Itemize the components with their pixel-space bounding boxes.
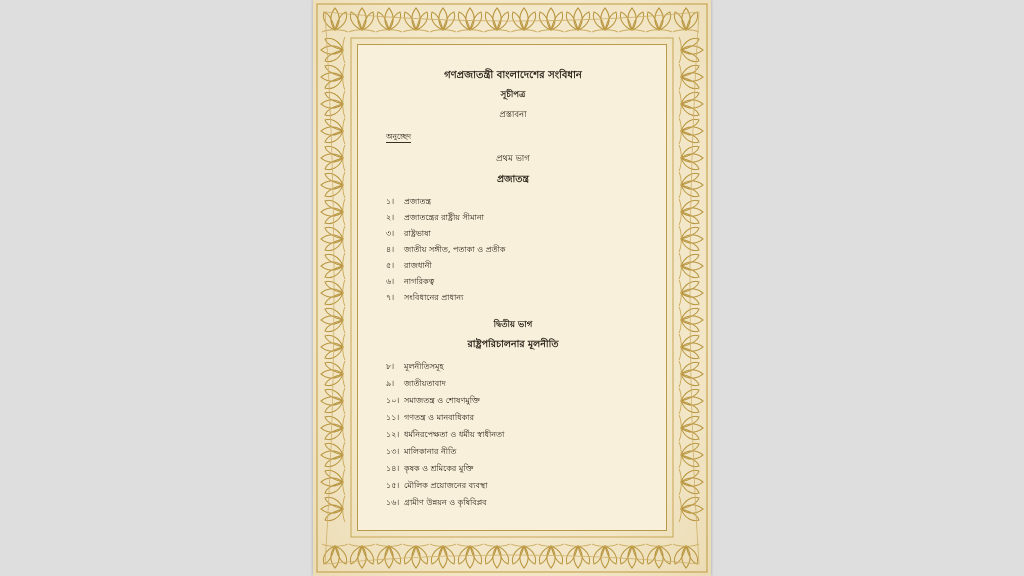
article-title: সংবিধানের প্রাধান্য — [404, 293, 464, 302]
article-title: জাতীয় সঙ্গীত, পতাকা ও প্রতীক — [404, 245, 506, 254]
list-item — [386, 363, 444, 371]
list-item — [386, 465, 473, 473]
article-number: ৫। — [386, 261, 395, 270]
article-number: ৩। — [386, 229, 395, 238]
article-title: প্রজাতন্ত্র — [404, 197, 432, 206]
article-title: কৃষক ও শ্রমিকের মুক্তি — [404, 464, 474, 473]
part-two-label: দ্বিতীয় ভাগ — [493, 320, 533, 330]
article-number: ২। — [386, 213, 395, 222]
list-item — [386, 246, 506, 254]
article-number: ১১। — [386, 413, 400, 422]
article-title: প্রজাতন্ত্রের রাষ্ট্রীয় সীমানা — [404, 213, 484, 222]
article-title: গ্রামীণ উন্নয়ন ও কৃষিবিপ্লব — [404, 498, 487, 507]
article-title: গণতন্ত্র ও মানবাধিকার — [404, 413, 475, 422]
article-number: ১৪। — [386, 464, 400, 473]
document-page — [313, 0, 711, 576]
article-number: ৯। — [386, 379, 395, 388]
article-number: ১৩। — [386, 447, 400, 456]
content-frame — [357, 44, 667, 531]
list-item — [386, 482, 488, 490]
article-number: ৪। — [386, 245, 395, 254]
article-title: রাষ্ট্রভাষা — [404, 229, 431, 238]
article-title: মূলনীতিসমূহ — [404, 362, 444, 371]
list-item — [386, 397, 480, 405]
list-item — [386, 198, 431, 206]
list-item — [386, 448, 456, 456]
list-item — [386, 431, 504, 439]
list-item — [386, 262, 432, 270]
article-number: ৭। — [386, 293, 395, 302]
list-item — [386, 278, 434, 286]
part-one-title: প্রজাতন্ত্র — [496, 174, 530, 185]
article-title: জাতীয়তাবাদ — [404, 379, 446, 388]
preamble-label: প্রস্তাবনা — [499, 110, 527, 120]
article-number: ৬। — [386, 277, 395, 286]
contents-heading: সূচীপত্র — [500, 90, 526, 100]
article-title: মালিকানার নীতি — [404, 447, 457, 456]
list-item — [386, 414, 474, 422]
list-item — [386, 294, 463, 302]
article-number: ১৬। — [386, 498, 400, 507]
article-number: ১। — [386, 197, 395, 206]
article-title: সমাজতন্ত্র ও শোষণমুক্তি — [404, 396, 480, 405]
document-title: গণপ্রজাতন্ত্রী বাংলাদেশের সংবিধান — [444, 70, 582, 81]
list-item — [386, 499, 487, 507]
article-number: ৮। — [386, 362, 395, 371]
list-item — [386, 380, 446, 388]
article-number: ১২। — [386, 430, 400, 439]
article-number: ১০। — [386, 396, 400, 405]
list-item — [386, 214, 484, 222]
article-column-label: অনুচ্ছেদ — [386, 132, 412, 141]
article-title: মৌলিক প্রয়োজনের ব্যবস্থা — [404, 481, 488, 490]
part-two-title: রাষ্ট্রপরিচালনার মূলনীতি — [467, 339, 559, 350]
article-number: ১৫। — [386, 481, 400, 490]
part-one-label: প্রথম ভাগ — [496, 154, 530, 164]
list-item — [386, 230, 431, 238]
article-title: ধর্মনিরপেক্ষতা ও ধর্মীয় স্বাধীনতা — [404, 430, 505, 439]
article-title: রাজধানী — [404, 261, 432, 270]
article-title: নাগরিকত্ব — [404, 277, 435, 286]
